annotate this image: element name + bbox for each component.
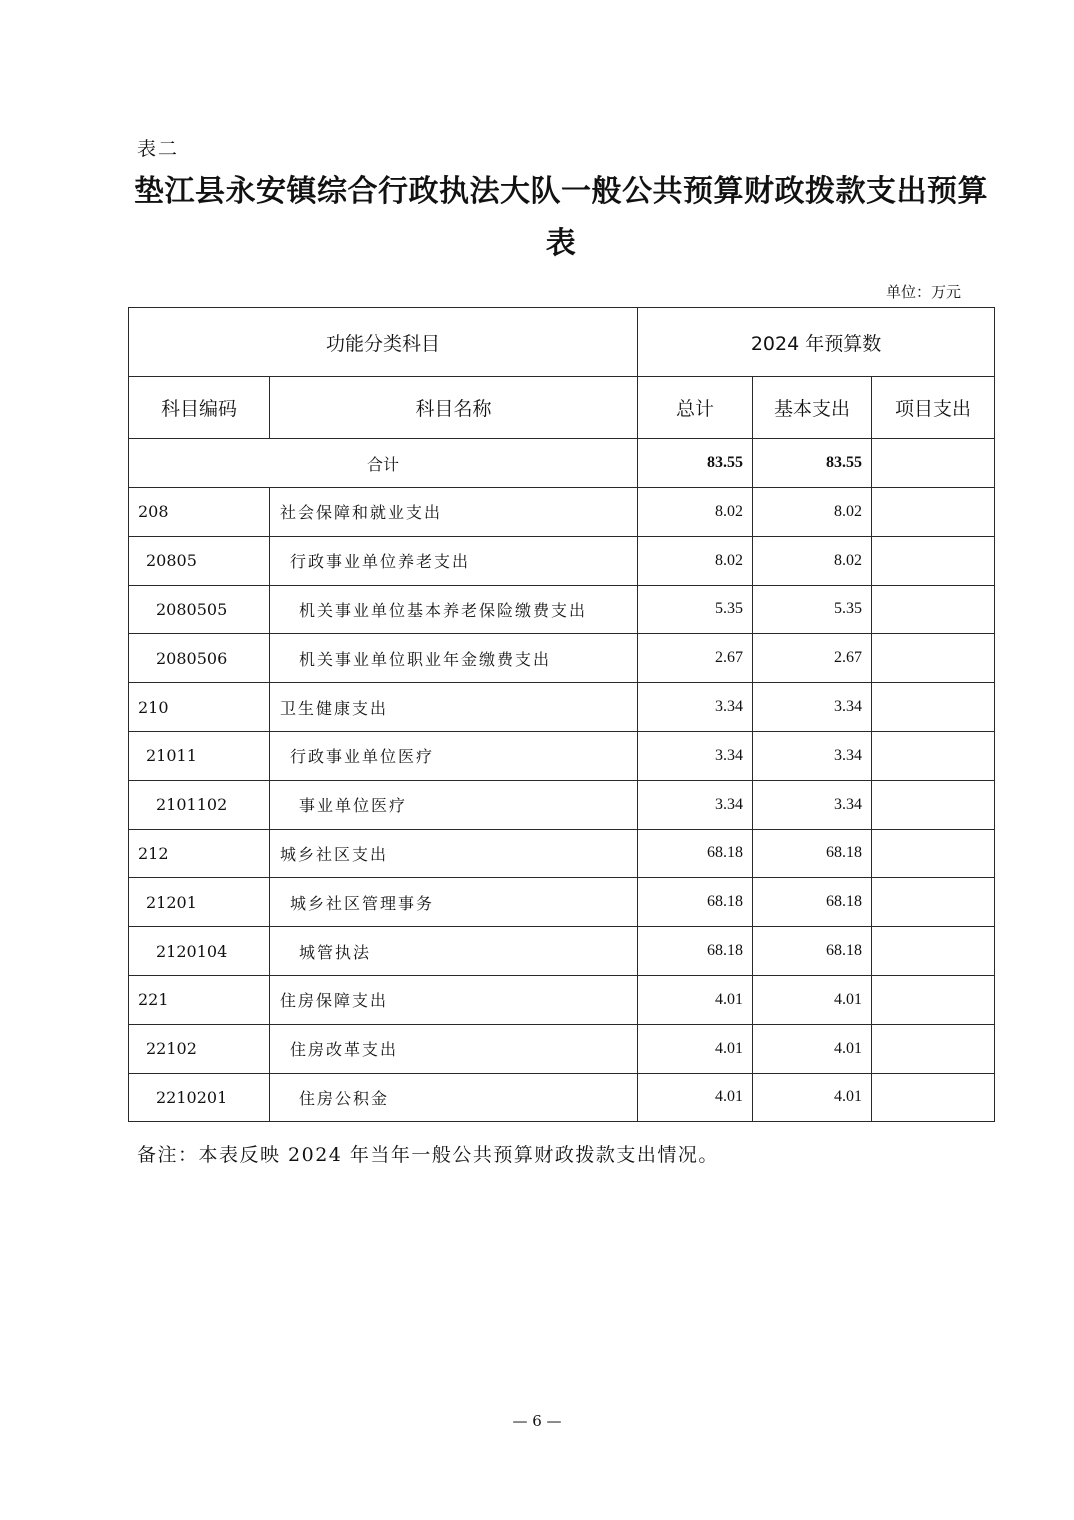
amount-total: 3.34 xyxy=(638,731,753,780)
subject-code: 2101102 xyxy=(129,780,270,829)
subject-code: 21011 xyxy=(129,731,270,780)
subject-code: 2080505 xyxy=(129,585,270,634)
amount-basic: 68.18 xyxy=(753,829,872,878)
amount-total: 5.35 xyxy=(638,585,753,634)
amount-project xyxy=(872,488,995,537)
amount-total: 3.34 xyxy=(638,683,753,732)
header-row-columns xyxy=(129,377,995,439)
amount-basic: 4.01 xyxy=(753,1073,872,1122)
subject-code: 221 xyxy=(129,975,270,1024)
table-row xyxy=(129,1024,995,1073)
amount-project xyxy=(872,1073,995,1122)
page-number: — 6 — xyxy=(512,1412,562,1430)
amount-total: 68.18 xyxy=(638,878,753,927)
amount-project xyxy=(872,634,995,683)
subject-code: 2080506 xyxy=(129,634,270,683)
subject-name: 住房改革支出 xyxy=(270,1024,638,1073)
subject-name: 机关事业单位职业年金缴费支出 xyxy=(270,634,638,683)
header-total: 总计 xyxy=(638,377,753,439)
amount-basic: 3.34 xyxy=(753,731,872,780)
subject-name: 城管执法 xyxy=(270,927,638,976)
table-row xyxy=(129,878,995,927)
subject-code: 20805 xyxy=(129,536,270,585)
amount-project xyxy=(872,731,995,780)
amount-basic: 3.34 xyxy=(753,780,872,829)
amount-basic: 68.18 xyxy=(753,927,872,976)
unit-label: 单位：万元 xyxy=(885,283,961,301)
subject-name: 城乡社区管理事务 xyxy=(270,878,638,927)
amount-basic: 4.01 xyxy=(753,1024,872,1073)
subject-code: 21201 xyxy=(129,878,270,927)
total-basic: 83.55 xyxy=(753,439,872,488)
subject-name: 行政事业单位养老支出 xyxy=(270,536,638,585)
amount-basic: 68.18 xyxy=(753,878,872,927)
table-row xyxy=(129,829,995,878)
amount-total: 68.18 xyxy=(638,829,753,878)
table-row xyxy=(129,634,995,683)
header-basic-expense: 基本支出 xyxy=(753,377,872,439)
amount-project xyxy=(872,1024,995,1073)
amount-total: 8.02 xyxy=(638,488,753,537)
subject-name: 城乡社区支出 xyxy=(270,829,638,878)
subject-name: 社会保障和就业支出 xyxy=(270,488,638,537)
amount-total: 4.01 xyxy=(638,1073,753,1122)
amount-total: 68.18 xyxy=(638,927,753,976)
amount-total: 4.01 xyxy=(638,1024,753,1073)
amount-project xyxy=(872,975,995,1024)
subject-name: 住房公积金 xyxy=(270,1073,638,1122)
subject-code: 208 xyxy=(129,488,270,537)
subject-code: 210 xyxy=(129,683,270,732)
total-project xyxy=(872,439,995,488)
table-row xyxy=(129,683,995,732)
table-row xyxy=(129,731,995,780)
remark-note: 备注：本表反映 2024 年当年一般公共预算财政拨款支出情况。 xyxy=(137,1144,719,1166)
amount-project xyxy=(872,878,995,927)
subject-name: 卫生健康支出 xyxy=(270,683,638,732)
header-project-expense: 项目支出 xyxy=(872,377,995,439)
amount-project xyxy=(872,829,995,878)
amount-total: 2.67 xyxy=(638,634,753,683)
subject-name: 住房保障支出 xyxy=(270,975,638,1024)
table-row xyxy=(129,927,995,976)
amount-total: 3.34 xyxy=(638,780,753,829)
table-row xyxy=(129,975,995,1024)
table-row xyxy=(129,585,995,634)
total-row xyxy=(129,439,995,488)
table-row xyxy=(129,536,995,585)
amount-project xyxy=(872,780,995,829)
amount-basic: 5.35 xyxy=(753,585,872,634)
total-amount: 83.55 xyxy=(638,439,753,488)
document-title: 垫江县永安镇综合行政执法大队一般公共预算财政拨款支出预算表 xyxy=(134,174,988,261)
table-row xyxy=(129,488,995,537)
table-label: 表二 xyxy=(137,138,180,160)
header-subject-code: 科目编码 xyxy=(129,377,270,439)
subject-name: 机关事业单位基本养老保险缴费支出 xyxy=(270,585,638,634)
header-functional-category: 功能分类科目 xyxy=(129,308,638,377)
subject-name: 行政事业单位医疗 xyxy=(270,731,638,780)
table-row xyxy=(129,1073,995,1122)
header-subject-name: 科目名称 xyxy=(270,377,638,439)
amount-basic: 2.67 xyxy=(753,634,872,683)
amount-project xyxy=(872,683,995,732)
subject-code: 212 xyxy=(129,829,270,878)
table-row xyxy=(129,780,995,829)
amount-basic: 8.02 xyxy=(753,536,872,585)
total-label: 合计 xyxy=(129,439,638,488)
budget-table xyxy=(128,307,995,1122)
amount-project xyxy=(872,536,995,585)
amount-project xyxy=(872,585,995,634)
header-row-group xyxy=(129,308,995,377)
subject-code: 2210201 xyxy=(129,1073,270,1122)
header-budget-2024: 2024 年预算数 xyxy=(638,308,995,377)
amount-project xyxy=(872,927,995,976)
amount-total: 4.01 xyxy=(638,975,753,1024)
amount-basic: 3.34 xyxy=(753,683,872,732)
subject-name: 事业单位医疗 xyxy=(270,780,638,829)
amount-basic: 8.02 xyxy=(753,488,872,537)
amount-total: 8.02 xyxy=(638,536,753,585)
subject-code: 22102 xyxy=(129,1024,270,1073)
amount-basic: 4.01 xyxy=(753,975,872,1024)
subject-code: 2120104 xyxy=(129,927,270,976)
